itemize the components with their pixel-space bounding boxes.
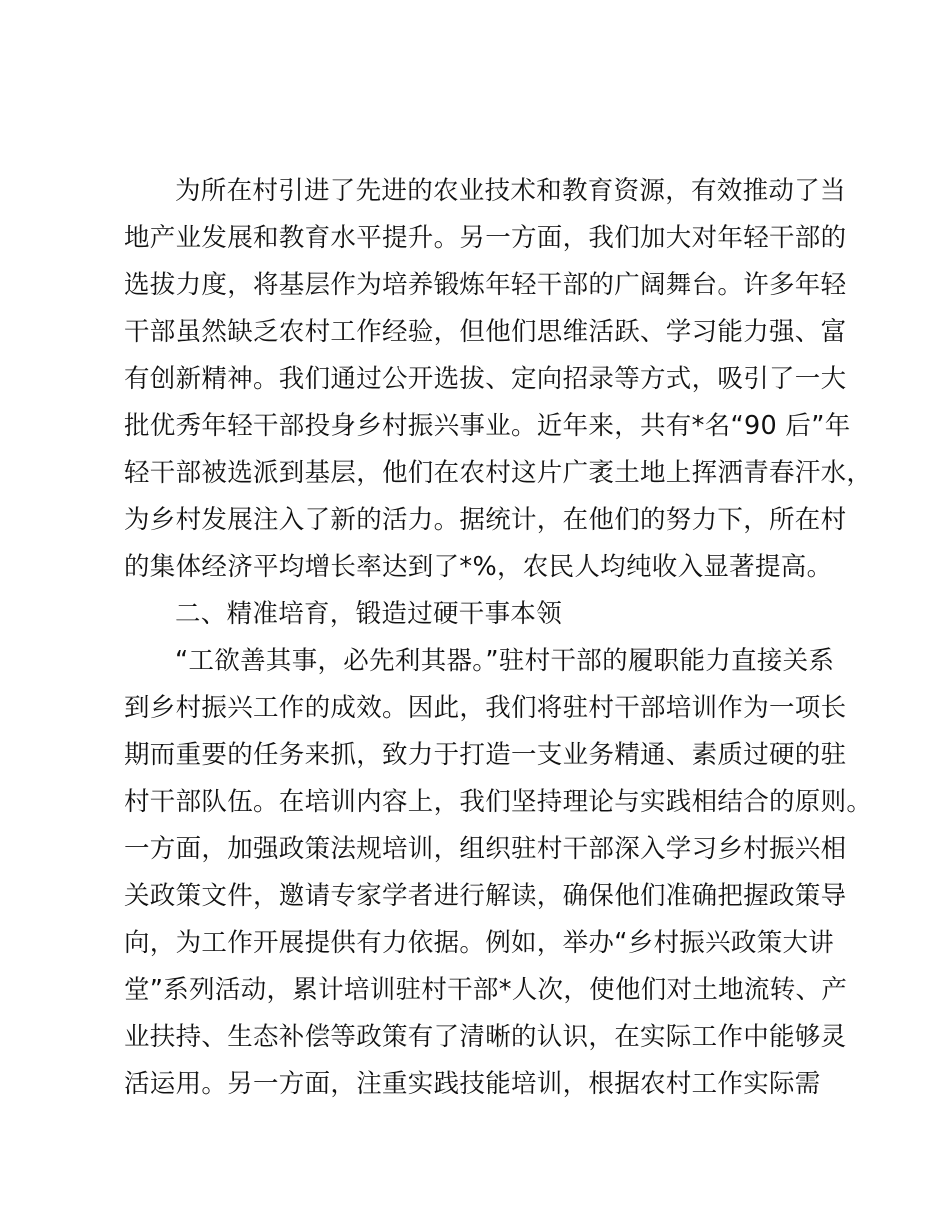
paragraph-line: 村干部队伍。在培训内容上，我们坚持理论与实践相结合的原则。 — [124, 787, 873, 817]
paragraph-line: 的集体经济平均增长率达到了*%，农民人均纯收入显著提高。 — [124, 552, 833, 582]
paragraph-line: 轻干部被选派到基层，他们在农村这片广袤土地上挥洒青春汗水， — [124, 458, 873, 488]
paragraph-line: 活运用。另一方面，注重实践技能培训，根据农村工作实际需 — [124, 1069, 821, 1099]
paragraph-line: 干部虽然缺乏农村工作经验，但他们思维活跃、学习能力强、富 — [124, 317, 847, 347]
section-heading: 二、精准培育，锻造过硬干事本领 — [175, 599, 563, 629]
paragraph-line: 关政策文件，邀请专家学者进行解读，确保他们准确把握政策导 — [124, 881, 847, 911]
paragraph-line: 为所在村引进了先进的农业技术和教育资源，有效推动了当 — [175, 176, 846, 206]
paragraph-line: 地产业发展和教育水平提升。另一方面，我们加大对年轻干部的 — [124, 223, 847, 253]
paragraph-line: 一方面，加强政策法规培训，组织驻村干部深入学习乡村振兴相 — [124, 834, 847, 864]
paragraph-line: 堂”系列活动，累计培训驻村干部*人次，使他们对土地流转、产 — [124, 975, 848, 1005]
paragraph-line: 有创新精神。我们通过公开选拔、定向招录等方式，吸引了一大 — [124, 364, 847, 394]
body-text — [124, 168, 873, 1108]
paragraph-line: “工欲善其事，必先利其器。”驻村干部的履职能力直接关系 — [175, 646, 835, 676]
paragraph-line: 选拔力度，将基层作为培养锻炼年轻干部的广阔舞台。许多年轻 — [124, 270, 847, 300]
paragraph-line: 期而重要的任务来抓，致力于打造一支业务精通、素质过硬的驻 — [124, 740, 847, 770]
paragraph-line: 为乡村发展注入了新的活力。据统计，在他们的努力下，所在村 — [124, 505, 847, 535]
paragraph-line: 业扶持、生态补偿等政策有了清晰的认识，在实际工作中能够灵 — [124, 1022, 847, 1052]
paragraph-line: 批优秀年轻干部投身乡村振兴事业。近年来，共有*名“90 后”年 — [124, 411, 851, 441]
paragraph-line: 到乡村振兴工作的成效。因此，我们将驻村干部培训作为一项长 — [124, 693, 847, 723]
paragraph-line: 向，为工作开展提供有力依据。例如，举办“乡村振兴政策大讲 — [124, 928, 835, 958]
